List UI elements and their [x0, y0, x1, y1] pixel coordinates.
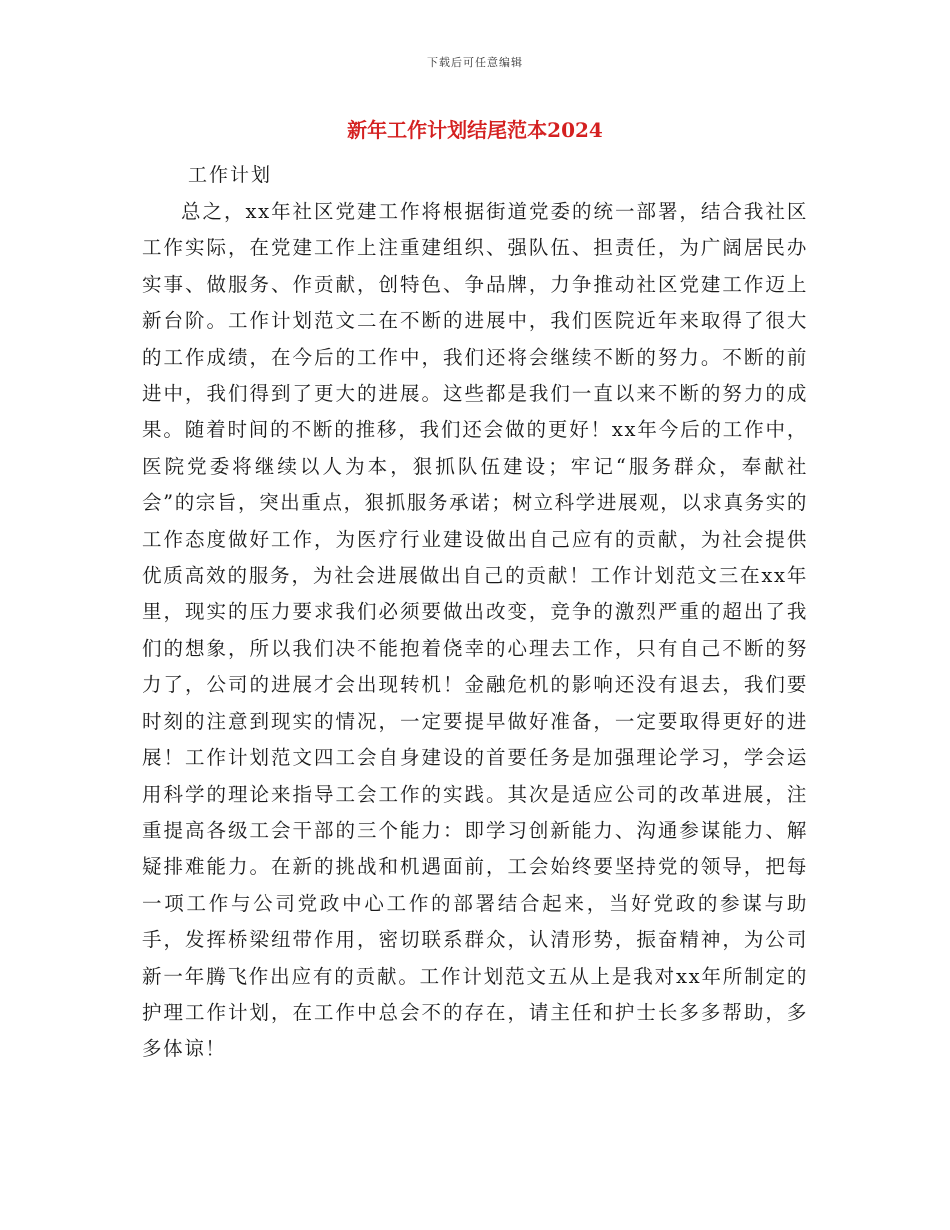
- section-subtitle: 工作计划: [188, 164, 273, 186]
- header-note: 下载后可任意编辑: [427, 56, 523, 69]
- body-paragraph: 总之，xx年社区党建工作将根据街道党委的统一部署，结合我社区工作实际，在党建工作上注重建组织、强队伍、担责任，为广阔居民办实事、做服务、作贡献，创特色、争品牌，力争推动社区党建工作迈上新台阶。工作计划范文二在不断的进展中，我们医院近年来取得了很大的工作成绩，在今后的工作中，我们还将会继续不断的努力。不断的前进中，我们得到了更大的进展。这些都是我们一直以来不断的努力的成果。随着时间的不断的推移，我们还会做的更好！xx年今后的工作中，医院党委将继续以人为本，狠抓队伍建设；牢记“服务群众，奉献社会”的宗旨，突出重点，狠抓服务承诺；树立科学进展观，以求真务实的工作态度做好工作，为医疗行业建设做出自己应有的贡献，为社会提供优质高效的服务，为社会进展做出自己的贡献！工作计划范文三在xx年里，现实的压力要求我们必须要做出改变，竞争的激烈严重的超出了我们的想象，所以我们决不能抱着侥幸的心理去工作，只有自己不断的努力了，公司的进展才会出现转机！金融危机的影响还没有退去，我们要时刻的注意到现实的情况，一定要提早做好准备，一定要取得更好的进展！工作计划范文四工会自身建设的首要任务是加强理论学习，学会运用科学的理论来指导工会工作的实践。其次是适应公司的改革进展，注重提高各级工会干部的三个能力：即学习创新能力、沟通参谋能力、解疑排难能力。在新的挑战和机遇面前，工会始终要坚持党的领导，把每一项工作与公司党政中心工作的部署结合起来，当好党政的参谋与助手，发挥桥梁纽带作用，密切联系群众，认清形势，振奋精神，为公司新一年腾飞作出应有的贡献。工作计划范文五从上是我对xx年所制定的护理工作计划，在工作中总会不的存在，请主任和护士长多多帮助，多多体谅！: [142, 200, 808, 1061]
- document-title: 新年工作计划结尾范本2024: [347, 118, 603, 142]
